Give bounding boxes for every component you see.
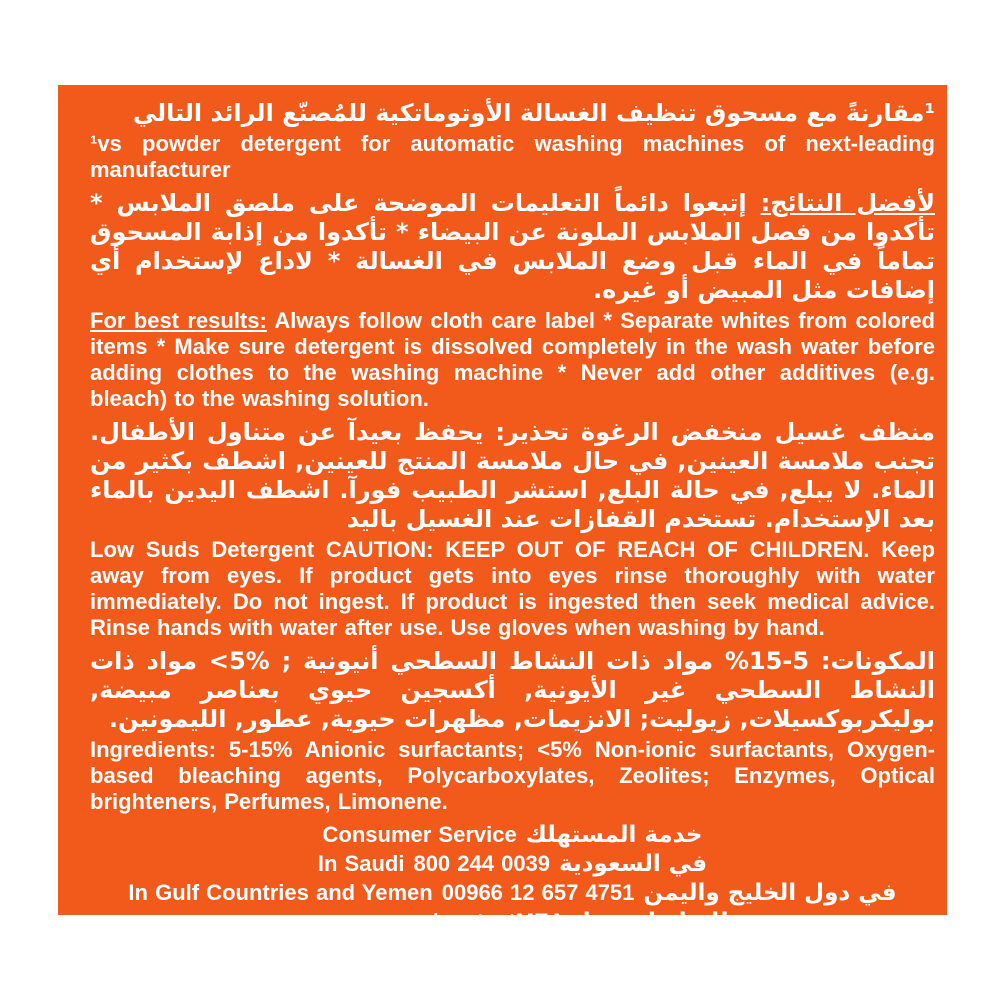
- contact-us-line: [90, 937, 935, 963]
- ingredients-en: Ingredients: 5-15% Anionic surfactants; <5% Non-ionic surfactants, Oxygen-based bleaching agents, Polycarboxylates, Zeolites; Enzymes, Optical brighteners, Perfumes, Limonene.: [90, 737, 935, 814]
- caution-en: Low Suds Detergent CAUTION: KEEP OUT OF REACH OF CHILDREN. Keep away from eyes. If product gets into eyes rinse thoroughly with water immediately. Do not ingest. If product is ingested then seek medical advice. Rinse hands with water after use. Use gloves when washing by hand.: [90, 537, 935, 640]
- comparison-note-en: ¹vs powder detergent for automatic washing machines of next-leading manufacturer: [90, 131, 935, 182]
- saudi-label-en: In Saudi: [317, 851, 405, 876]
- ingredients-ar: المكونات: 5-15% مواد ذات النشاط السطحي أنيونية ; ‎<5%‎ مواد ذات النشاط السطحي غير الأيونية, أكسجين حيوي بعناصر مبيضة, بوليكربوكسيلات, زيوليت; الانزيمات, مظهرات حيوية, عطور, الليمونين.: [90, 647, 935, 733]
- contact-us-text: Contact us on: www.pg.com: [363, 937, 662, 962]
- comparison-note-ar: ¹مقارنةً مع مسحوق تنظيف الغسالة الأوتوماتكية للمُصنّع الرائد التالي: [132, 99, 935, 127]
- gulf-phone-line: [90, 879, 935, 908]
- best-results-en-body: Always follow cloth care label * Separate whites from colored items * Make sure detergent is dissolved completely in the wash water before adding clothes to the washing machine * Never add other additives (e.g. bleach) to the washing solution.: [90, 308, 935, 411]
- contact-mea-url: www.pg.com/contactMEA: [296, 909, 565, 934]
- label-panel: [58, 85, 947, 962]
- best-results-en: [90, 308, 935, 412]
- gulf-label-ar: في دول الخليج واليمن: [643, 880, 897, 906]
- consumer-service-label-en: Consumer Service: [322, 822, 517, 847]
- best-results-ar-body: إتبعوا دائماً التعليمات الموضحة على ملصق الملابس * تأكدوا من فصل الملابس الملونة عن البيضاء * تأكدوا من إذابة المسحوق تماماً في الماء قبل وضع الملابس في الغسالة * لاداع لإستخدام أي إضافات مثل المبيض أو غيره.: [90, 189, 935, 304]
- contact-mea-line: [90, 908, 935, 937]
- caution-ar: منظف غسيل منخفض الرغوة تحذير: يحفظ بعيدآ عن متناول الأطفال. تجنب ملامسة العينين, في حال ملامسة المنتج للعينين, اشطف بكثير من الماء. لا يبلع, في حالة البلع, استشر الطبيب فورآ. اشطف اليدين بالماء بعد الإستخدام. تستخدم القفازات عند الغسيل باليد: [90, 418, 935, 533]
- saudi-phone-line: [90, 850, 935, 879]
- consumer-service-footer: [90, 821, 935, 963]
- saudi-label-ar: في السعودية: [559, 851, 708, 877]
- contact-mea-label-ar: للتواصل معنا:: [573, 909, 729, 935]
- best-results-ar-title: لأفضل النتائج:: [760, 189, 935, 217]
- saudi-phone-number: 800 244 0039: [413, 851, 551, 876]
- best-results-ar: [90, 189, 935, 305]
- gulf-label-en: In Gulf Countries and Yemen: [128, 880, 433, 905]
- best-results-en-title: For best results:: [90, 308, 267, 333]
- consumer-service-label-ar: خدمة المستهلك: [525, 822, 703, 848]
- consumer-service-line: [90, 821, 935, 850]
- gulf-phone-number: 00966 12 657 4751: [441, 880, 635, 905]
